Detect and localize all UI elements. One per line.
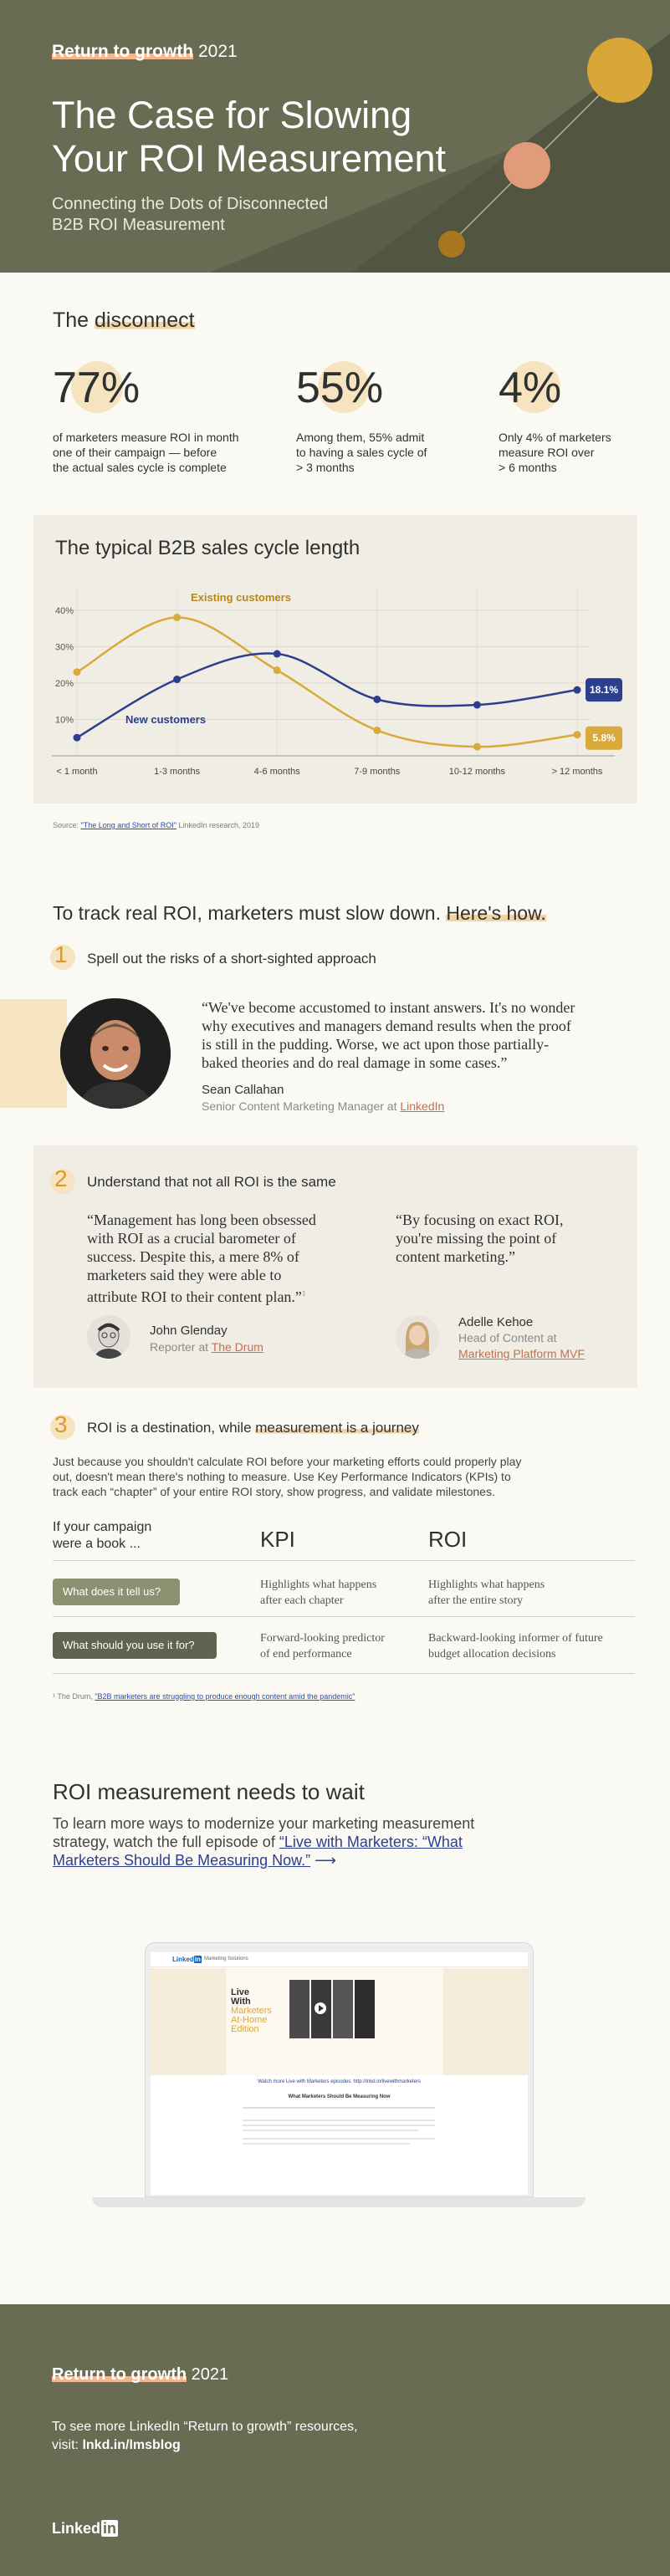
episode-link[interactable]: “Live with Marketers: “What bbox=[279, 1834, 463, 1850]
linkedin-footer-logo: Linked in bbox=[52, 2520, 117, 2537]
quote-author-company bbox=[458, 1347, 585, 1360]
stat-text: Among them, 55% admit to having a sales cycle of > 3 months bbox=[296, 431, 427, 474]
quote-sean: “We've become accustomed to instant answers. It's no wonder why executives and managers demand results when the proof is still in the pudding. Worse, we act upon those partially- baked theories and do real damage in some cases.” bbox=[202, 999, 575, 1071]
quote-author: Adelle Kehoe bbox=[458, 1315, 534, 1329]
laptop-base bbox=[92, 2197, 586, 2207]
x-tick-label: > 12 months bbox=[551, 767, 603, 777]
wait-body: To learn more ways to modernize your marketing measurement strategy, watch the full episode of “Live with Marketers: “What Marketers Should Be Measuring Now.” ⟶ bbox=[53, 1815, 475, 1869]
avatar-sean-callahan bbox=[60, 998, 171, 1109]
data-point bbox=[74, 734, 81, 742]
row-label-use-for: What should you use it for? bbox=[53, 1632, 217, 1659]
table-intro: If your campaign were a book ... bbox=[53, 1520, 152, 1551]
nav-text: Marketing Solutions bbox=[204, 1956, 248, 1961]
chart-source: Source: "The Long and Short of ROI" LinkedIn research, 2019 bbox=[53, 821, 260, 829]
quote-adelle: “By focusing on exact ROI, you're missing the point of content marketing.” bbox=[396, 1211, 564, 1265]
step-number: 3 bbox=[54, 1411, 68, 1437]
end-value-label: 5.8% bbox=[592, 732, 616, 744]
y-tick-label: 30% bbox=[55, 642, 74, 653]
stat-value: 55% bbox=[296, 364, 384, 412]
y-tick-label: 10% bbox=[55, 715, 74, 726]
series-label-new: New customers bbox=[125, 713, 207, 726]
video-caption: Watch more Live with Marketers episodes: http://lnkd.in/livewithmarketers bbox=[258, 2079, 421, 2084]
step-title: ROI is a destination, while measurement is a journey bbox=[87, 1420, 419, 1436]
gold-circle bbox=[587, 38, 652, 103]
step1-accent-block bbox=[0, 999, 67, 1108]
chart-plot bbox=[33, 515, 637, 803]
x-tick-label: 10-12 months bbox=[448, 767, 506, 777]
data-point bbox=[74, 668, 81, 676]
lms-blog-link[interactable]: lnkd.in/lmsblog bbox=[82, 2438, 181, 2452]
table-divider bbox=[53, 1616, 635, 1617]
data-point bbox=[473, 701, 481, 709]
data-point bbox=[173, 676, 181, 683]
table-divider bbox=[53, 1560, 635, 1561]
column-kpi: KPI bbox=[260, 1527, 295, 1552]
brown-circle bbox=[438, 231, 465, 258]
article-title: What Marketers Should Be Measuring Now bbox=[288, 2094, 391, 2099]
avatar-adelle-kehoe bbox=[396, 1315, 439, 1359]
footer bbox=[0, 2304, 670, 2576]
roi-cell: Backward-looking informer of future budget allocation decisions bbox=[428, 1632, 603, 1660]
chart-title: The typical B2B sales cycle length bbox=[55, 537, 361, 559]
the-drum-link[interactable]: The Drum bbox=[211, 1340, 263, 1354]
quote-author-role: Head of Content at bbox=[458, 1331, 557, 1344]
data-point bbox=[574, 686, 581, 694]
disconnect-heading: The disconnect bbox=[53, 309, 195, 332]
footnote-link[interactable]: "B2B marketers are struggling to produce enough content amid the pandemic" bbox=[95, 1692, 355, 1701]
data-point bbox=[473, 743, 481, 751]
data-point bbox=[574, 731, 581, 738]
page-subtitle: Connecting the Dots of Disconnected B2B ROI Measurement bbox=[52, 195, 329, 234]
step-title: Spell out the risks of a short-sighted approach bbox=[87, 951, 376, 967]
laptop-screen bbox=[151, 1952, 528, 2195]
wait-heading: ROI measurement needs to wait bbox=[53, 1779, 365, 1804]
table-divider bbox=[53, 1673, 635, 1674]
stat-text: of marketers measure ROI in month one of their campaign — before the actual sales cycle is complete bbox=[53, 431, 239, 474]
video-title: Live With Marketers At-Home Edition bbox=[231, 1987, 272, 2034]
play-button-icon[interactable] bbox=[315, 2002, 326, 2014]
end-value-label: 18.1% bbox=[589, 684, 619, 696]
series-label-existing: Existing customers bbox=[191, 591, 291, 604]
step-number: 2 bbox=[54, 1166, 68, 1191]
arrow-right-icon: ⟶ bbox=[315, 1852, 336, 1869]
kpi-cell: Highlights what happens after each chapter bbox=[260, 1579, 377, 1607]
data-point bbox=[373, 727, 381, 734]
linkedin-link[interactable]: LinkedIn bbox=[400, 1099, 445, 1113]
stat-value: 4% bbox=[499, 364, 562, 412]
x-tick-label: 7-9 months bbox=[354, 767, 401, 777]
footer-text: To see more LinkedIn “Return to growth” resources, visit: lnkd.in/lmsblog bbox=[52, 2420, 358, 2452]
row-label-what-it-tells: What does it tell us? bbox=[53, 1579, 180, 1605]
stat-text: Only 4% of marketers measure ROI over > 6 months bbox=[499, 431, 611, 474]
quote-author: Sean Callahan bbox=[202, 1083, 284, 1097]
browser-nav bbox=[151, 1952, 528, 1967]
linkedin-logo: Linkedin bbox=[172, 1956, 201, 1963]
stat-value: 77% bbox=[53, 364, 141, 412]
step3-body: Just because you shouldn't calculate ROI before your marketing efforts could properly play out, doesn't mean there's nothing to measure. Use Key Performance Indicators (KPIs) to track each “chapter” of your entire ROI story, show progress, and validate milestones. bbox=[53, 1455, 522, 1498]
x-tick-label: < 1 month bbox=[56, 767, 98, 777]
step-title: Understand that not all ROI is the same bbox=[87, 1174, 336, 1190]
y-tick-label: 20% bbox=[55, 678, 74, 689]
data-point bbox=[373, 696, 381, 703]
footnote: ¹ The Drum, "B2B marketers are struggling to produce enough content amid the pandemic" bbox=[53, 1692, 355, 1701]
kpi-cell: Forward-looking predictor of end performance bbox=[260, 1632, 385, 1660]
quote-author-role: Senior Content Marketing Manager at LinkedIn bbox=[202, 1099, 445, 1113]
data-point bbox=[274, 666, 281, 674]
footer-tag: Return to growth 2021 bbox=[52, 2365, 229, 2384]
hero-banner bbox=[0, 0, 670, 273]
x-tick-label: 1-3 months bbox=[154, 767, 201, 777]
video-hero bbox=[151, 1968, 528, 2075]
x-tick-label: 4-6 months bbox=[253, 767, 300, 777]
series-line-existing bbox=[77, 617, 577, 747]
quote-author: John Glenday bbox=[150, 1324, 228, 1338]
roi-cell: Highlights what happens after the entire story bbox=[428, 1579, 545, 1607]
step-number: 1 bbox=[54, 941, 68, 967]
column-roi: ROI bbox=[428, 1527, 468, 1552]
quote-author-role: Reporter at The Drum bbox=[150, 1340, 263, 1354]
data-point bbox=[274, 650, 281, 658]
y-tick-label: 40% bbox=[55, 605, 74, 616]
quote-john: “Management has long been obsessed with ROI as a crucial barometer of success. Despite this, a mere 8% of marketers said they were able to attribute ROI to their content plan.”$^1$ bbox=[87, 1211, 316, 1305]
source-link[interactable]: "The Long and Short of ROI" bbox=[80, 821, 176, 829]
page-title: The Case for Slowing Your ROI Measurement bbox=[52, 94, 447, 180]
mvf-link[interactable]: Marketing Platform MVF bbox=[458, 1347, 585, 1360]
track-heading: To track real ROI, marketers must slow down. Here's how. bbox=[53, 902, 546, 924]
data-point bbox=[173, 614, 181, 621]
return-to-growth-tag: Return to growth 2021 bbox=[52, 42, 238, 61]
episode-link-cont[interactable]: Marketers Should Be Measuring Now.” bbox=[53, 1852, 311, 1869]
sales-cycle-chart bbox=[33, 515, 637, 803]
avatar-john-glenday bbox=[87, 1315, 130, 1359]
